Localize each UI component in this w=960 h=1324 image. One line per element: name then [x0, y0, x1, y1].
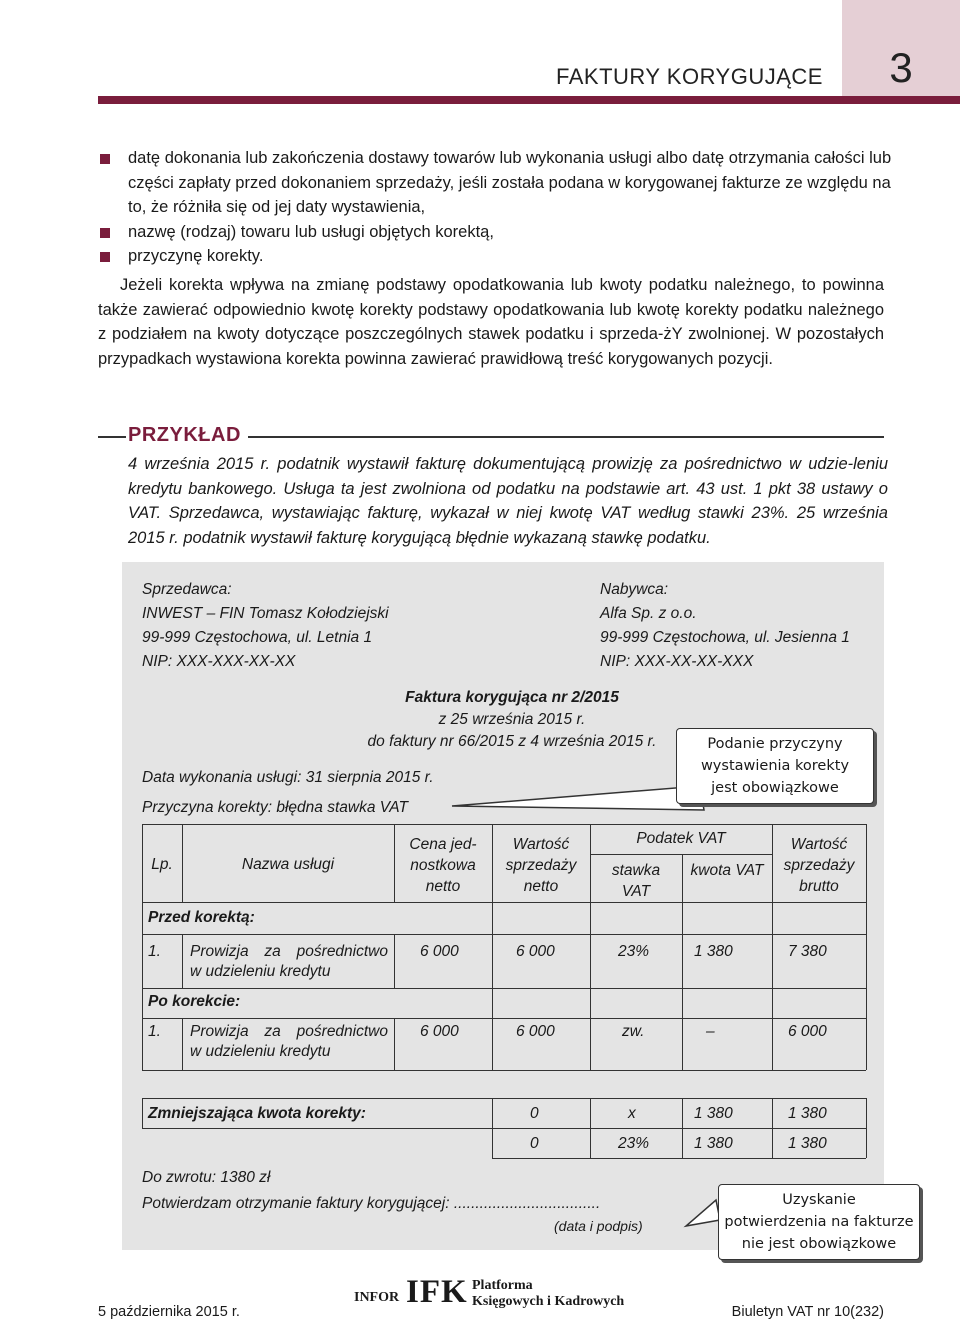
example-label: PRZYKŁAD — [128, 424, 241, 446]
footer-date: 5 października 2015 r. — [98, 1304, 240, 1320]
seller-address: 99-999 Częstochowa, ul. Letnia 1 — [142, 629, 373, 646]
ifk-logo-text: IFK — [406, 1274, 468, 1310]
buyer-name: Alfa Sp. z o.o. — [600, 605, 697, 622]
confirmation-line: Potwierdzam otrzymanie faktury korygującej: .................................. — [142, 1195, 601, 1212]
header-vat: Podatek VAT — [636, 830, 726, 847]
header-unit-price: Cena jed-nostkowa netto — [409, 836, 477, 895]
correction-reason: Przyczyna korekty: błędna stawka VAT — [142, 799, 408, 816]
refund-amount: Do zwrotu: 1380 zł — [142, 1169, 271, 1186]
list-item: datę dokonania lub zakończenia dostawy towarów lub wykonania usługi albo datę otrzymania całości lub części zapłaty przed dokonaniem sprzedaży, jeśli została podana w korygowanej fakturze ze względu na to, że różniła się od jej daty wystawienia, — [98, 146, 898, 220]
summary-amount: 1 380 — [694, 1105, 733, 1122]
before-correction-label: Przed korektą: — [148, 909, 255, 926]
callout-reason-required: Podanie przyczyny wystawienia korekty jest obowiązkowe — [676, 728, 874, 804]
buyer-address: 99-999 Częstochowa, ul. Jesienna 1 — [600, 629, 850, 646]
header-service-name: Nazwa usługi — [241, 856, 335, 873]
buyer-nip: NIP: XXX-XX-XX-XXX — [600, 653, 754, 670]
summary-amount-2: 1 380 — [694, 1135, 733, 1152]
bullet-square-icon — [100, 252, 110, 262]
header-vat-amount: kwota VAT — [690, 862, 764, 879]
header-rule — [98, 96, 960, 104]
chapter-box — [842, 0, 960, 96]
callout-confirmation-optional: Uzyskanie potwierdzenia na fakturze nie jest obowiązkowe — [718, 1184, 920, 1260]
invoice-date: z 25 września 2015 r. — [438, 711, 586, 728]
divider — [248, 436, 884, 438]
infor-logo-text: INFOR — [354, 1290, 400, 1305]
summary-net-2: 0 — [530, 1135, 539, 1152]
service-date: Data wykonania usługi: 31 sierpnia 2015 r. — [142, 769, 434, 786]
seller-label: Sprzedawca: — [142, 581, 232, 598]
invoice-panel: Sprzedawca: INWEST – FIN Tomasz Kołodziejski 99-999 Częstochowa, ul. Letnia 1 NIP: XXX-XXX-XX-XX Nabywca: Alfa Sp. z o.o. 99-999 Częstochowa, ul. Jesienna 1 NIP: XXX-XX-XX-XXX Faktura korygująca nr 2/2015 z 25 września 2015 r. do faktury nr 66/2015 z 4 września 2015 r. Data wykonania usługi: 31 sierpnia 2015 r. Przyczyna korekty: błędna stawka VAT Lp. Nazwa usługi Cena jed-nostkowa netto Wartość sprzedaży netto Podatek VAT stawka VAT kwota VAT Wartość sprzedaży brutto Przed korektą: 1. Prowizja za pośrednictwo w udzieleniu kredytu 6 000 6 000 23% 1 380 7 380 Po korekcie: 1. Prowizja za pośrednictwo w udzieleniu kredytu 6 000 6 000 zw. – 6 000 Zmniejszająca kwota korekty: 0 x 1 380 1 380 0 23% 1 380 1 380 Do zwrotu: 1380 zł Potwierdzam otrzymanie faktury korygującej: .................................. (data i podpis) — [122, 562, 884, 1250]
buyer-label: Nabywca: — [600, 581, 669, 598]
seller-name: INWEST – FIN Tomasz Kołodziejski — [142, 605, 389, 622]
bullet-list — [98, 146, 898, 269]
bullet-square-icon — [100, 228, 110, 238]
summary-rate-2: 23% — [618, 1135, 650, 1152]
summary-rate: x — [628, 1105, 636, 1122]
header-vat-rate: stawka VAT — [611, 862, 661, 900]
after-correction-label: Po korekcie: — [148, 993, 241, 1010]
list-item: nazwę (rodzaj) towaru lub usługi objętych korektą, — [98, 220, 898, 245]
example-heading — [98, 422, 884, 452]
chapter-number: 3 — [889, 44, 913, 91]
summary-gross-2: 1 380 — [788, 1135, 827, 1152]
header-net-value: Wartość sprzedaży netto — [505, 836, 577, 895]
example-text: 4 września 2015 r. podatnik wystawił fakturę dokumentującą prowizję za pośrednictwo w udzie-leniu kredytu bankowego. Usługa ta jest zwolniona od podatku na podstawie art. 43 ust. 1 pkt 38 ustawy o VAT. Sprzedawca, wystawiając fakturę, wykazał w niej kwotę VAT według stawki 23%. 25 września 2015 r. podatnik wystawił fakturę korygującą błędnie wykazaną stawkę podatku. — [128, 455, 888, 547]
summary-net: 0 — [530, 1105, 539, 1122]
footer-publication: Biuletyn VAT nr 10(232) — [731, 1304, 884, 1320]
invoice-title: Faktura korygująca nr 2/2015 — [405, 689, 619, 706]
divider — [98, 436, 126, 438]
header-gross-value: Wartość sprzedaży brutto — [783, 836, 855, 895]
seller-nip: NIP: XXX-XXX-XX-XX — [142, 653, 296, 670]
publisher-logo: INFOR IFK Platforma Księgowych i Kadrowych — [354, 1274, 625, 1310]
summary-gross: 1 380 — [788, 1105, 827, 1122]
bullet-square-icon — [100, 154, 110, 164]
summary-label: Zmniejszająca kwota korekty: — [148, 1105, 366, 1122]
header-title: FAKTURY KORYGUJĄCE — [556, 64, 823, 89]
body-paragraph: Jeżeli korekta wpływa na zmianę podstawy opodatkowania lub kwoty podatku należnego, to powinna także zawierać odpowiednio kwotę korekty podstawy opodatkowania lub kwotę korekty podatku należnego z podziałem na kwoty dotyczące poszczególnych stawek podatku i sprzeda-żY zwolnionej. W pozostałych przypadkach wystawiona korekta powinna zawierać prawidłową treść korygowanych pozycji. — [98, 276, 884, 368]
signature-hint: (data i podpis) — [554, 1218, 643, 1234]
header-lp: Lp. — [151, 856, 173, 873]
list-item: przyczynę korekty. — [98, 244, 898, 269]
invoice-reference: do faktury nr 66/2015 z 4 września 2015 r. — [367, 733, 657, 750]
